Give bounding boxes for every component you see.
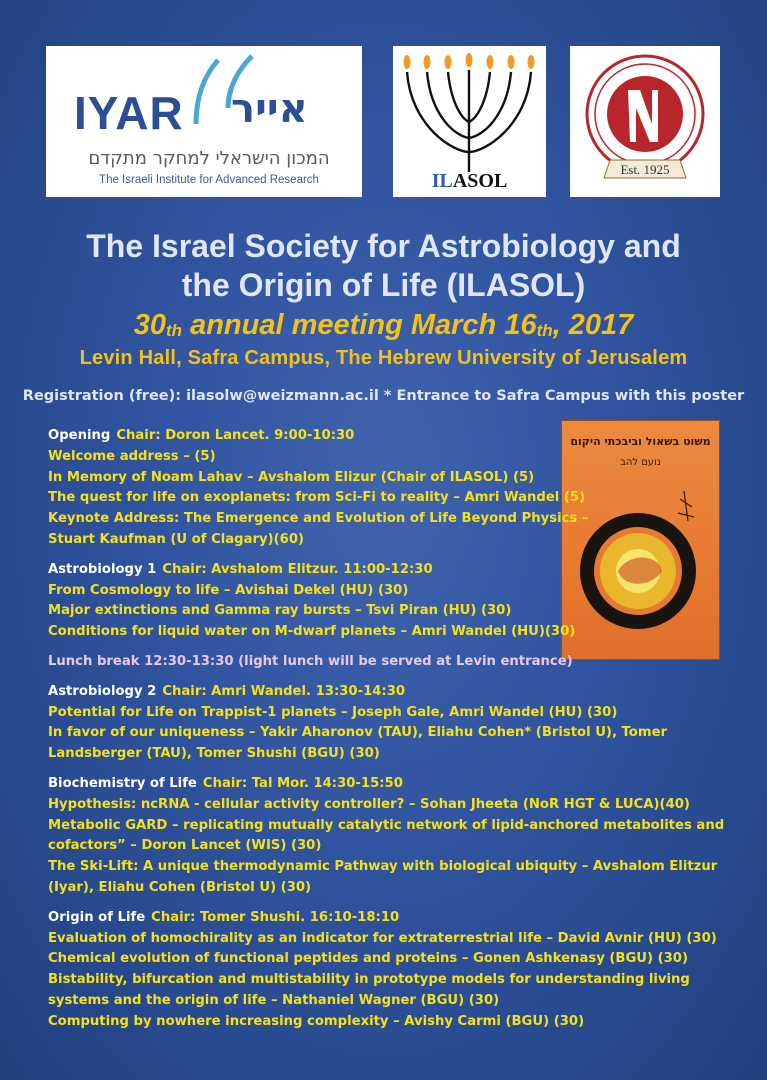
- session-header: [48, 774, 738, 795]
- page-title-line1: The Israel Society for Astrobiology and: [86, 228, 681, 264]
- book-author: נועם להב: [620, 457, 661, 468]
- session-header: [48, 908, 738, 929]
- ilasol-logo: [393, 46, 546, 197]
- iyar-logo: [46, 46, 362, 197]
- meeting-date-suffix: th: [536, 321, 553, 340]
- talk-item: Conditions for liquid water on M-dwarf planets – Amri Wandel (HU)(30): [48, 624, 576, 640]
- iyar-english-subtitle: The Israeli Institute for Advanced Research: [99, 174, 319, 186]
- session-chair: Chair: Doron Lancet. 9:00-10:30: [116, 428, 355, 443]
- venue-line: Levin Hall, Safra Campus, The Hebrew University of Jerusalem: [79, 347, 688, 369]
- talk-item: Evaluation of homochirality as an indicator for extraterrestrial life – David Avnir (HU) (30): [48, 930, 717, 946]
- session-astrobiology-2: [48, 682, 738, 765]
- session-chair: Chair: Avshalom Elitzur. 11:00-12:30: [162, 561, 433, 577]
- session-chair: Chair: Tal Mor. 14:30-15:50: [202, 775, 403, 791]
- session-name: Origin of Life: [48, 909, 146, 925]
- session-name: Opening: [48, 428, 111, 443]
- meeting-suffix-ordinal: th: [165, 321, 183, 340]
- talk-item: Hypothesis: ncRNA - cellular activity controller? – Sohan Jheeta (NoR HGT & LUCA)(40): [48, 796, 690, 812]
- talk-item: Keynote Address: The Emergence and Evolution of Life Beyond Physics –: [48, 511, 589, 527]
- ilasol-wordmark-il: IL: [431, 170, 453, 192]
- talk-item: Computing by nowhere increasing complexity – Avishy Carmi (BGU) (30): [48, 1013, 585, 1029]
- talk-item: In Memory of Noam Lahav – Avshalom Elizur (Chair of ILASOL) (5): [48, 469, 535, 485]
- session-biochemistry: [48, 774, 738, 899]
- page-title-line2: the Origin of Life (ILASOL): [181, 267, 586, 303]
- talk-item: The quest for life on exoplanets: from Sci-Fi to reality – Amri Wandel (5): [48, 490, 586, 506]
- talk-item: The Ski-Lift: A unique thermodynamic Pathway with biological ubiquity – Avshalom Elitzur (Iyar), Eliahu Cohen (Bristol U) (30): [48, 859, 718, 895]
- talk-item: In favor of our uniqueness – Yakir Aharonov (TAU), Eliahu Cohen* (Bristol U), Tomer Landsberger (TAU), Tomer Shushi (BGU) (30): [48, 725, 668, 762]
- session-opening: [48, 426, 738, 551]
- iyar-hebrew-subtitle: המכון הישראלי למחקר מתקדם: [88, 148, 330, 169]
- program-schedule: [48, 426, 738, 1042]
- talk-item: Welcome address – (5): [48, 448, 216, 464]
- session-header: [48, 426, 738, 447]
- ilasol-wordmark-rest: ASOL: [452, 170, 508, 192]
- session-name: Biochemistry of Life: [48, 775, 197, 791]
- session-header: [48, 560, 738, 581]
- iyar-latin-word: IYAR: [74, 87, 184, 139]
- session-header: [48, 682, 738, 703]
- talk-item: Stuart Kaufman (U of Clagary)(60): [48, 531, 305, 547]
- session-chair: Chair: Amri Wandel. 13:30-14:30: [162, 683, 406, 699]
- session-astrobiology-1: [48, 560, 738, 643]
- hebrew-university-est-text: Est. 1925: [620, 162, 670, 177]
- meeting-text: annual meeting March 16: [182, 309, 537, 341]
- session-name: Astrobiology 2: [48, 683, 157, 699]
- hebrew-university-seal-icon: [570, 46, 720, 197]
- talk-item: Major extinctions and Gamma ray bursts – Tsvi Piran (HU) (30): [48, 603, 512, 619]
- talk-item: From Cosmology to life – Avishai Dekel (HU) (30): [48, 582, 409, 598]
- talk-item: Potential for Life on Trappist-1 planets – Joseph Gale, Amri Wandel (HU) (30): [48, 704, 618, 720]
- hebrew-university-logo: [570, 46, 720, 197]
- meeting-number: 30: [133, 309, 166, 341]
- talk-item: Bistability, bifurcation and multistability in prototype models for understanding living systems and the origin of life – Nathaniel Wagner (BGU) (30): [48, 972, 690, 1008]
- session-chair: Chair: Tomer Shushi. 16:10-18:10: [151, 909, 400, 925]
- session-origin-of-life: [48, 908, 738, 1033]
- lunch-break: Lunch break 12:30-13:30 (light lunch will be served at Levin entrance): [48, 653, 573, 669]
- registration-line: Registration (free): ilasolw@weizmann.ac.il * Entrance to Safra Campus with this poster: [22, 388, 745, 404]
- talk-item: Metabolic GARD – replicating mutually catalytic network of lipid-anchored metabolites and cofactors” – Doron Lancet (WIS) (30): [48, 817, 725, 854]
- talk-item: Chemical evolution of functional peptides and proteins – Gonen Ashkenasy (BGU) (30): [48, 951, 689, 967]
- iyar-hebrew-word: אייר: [231, 86, 308, 132]
- meeting-year: , 2017: [552, 309, 634, 341]
- meeting-date-line: [0, 309, 767, 342]
- book-title: משוט בשאול וביבכתי היקום: [570, 435, 711, 448]
- session-name: Astrobiology 1: [48, 561, 157, 577]
- ilasol-wordmark: [393, 170, 546, 193]
